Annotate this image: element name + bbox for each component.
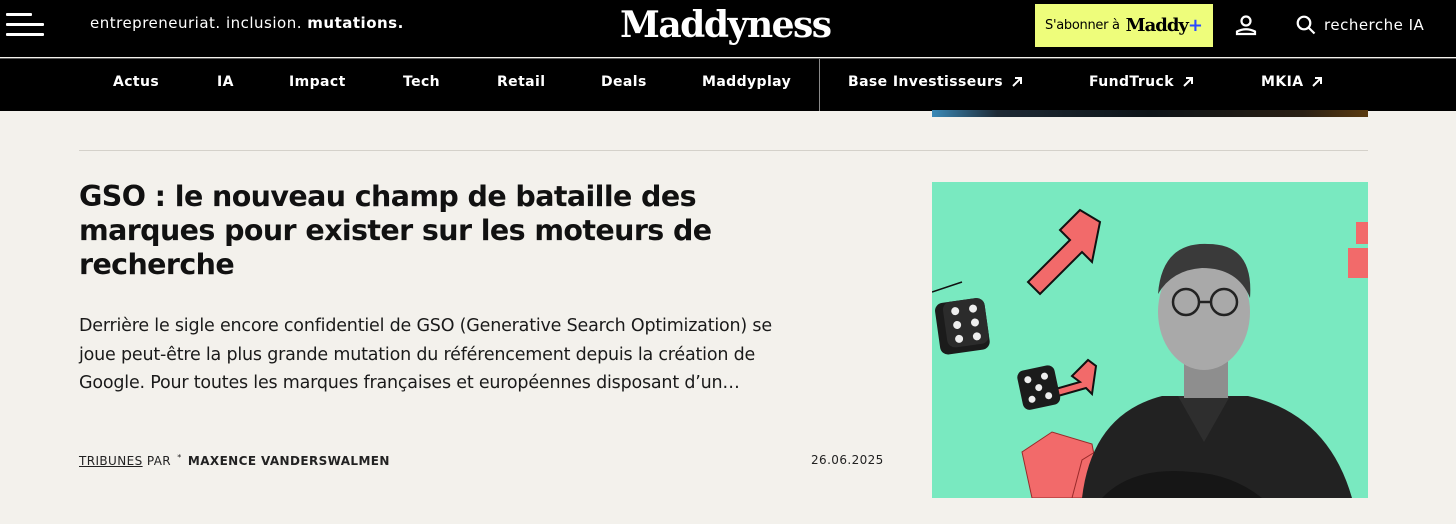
tagline <box>90 14 404 32</box>
nav-item-tech[interactable]: Tech <box>403 74 441 90</box>
nav-item-actus[interactable]: Actus <box>113 74 160 90</box>
nav-item-ia[interactable]: IA <box>217 74 234 90</box>
search-label: recherche IA <box>1324 16 1425 34</box>
site-logo[interactable]: Maddyness <box>620 4 831 46</box>
cursor-arrow-large <box>1028 210 1100 294</box>
top-header <box>0 0 1456 57</box>
dice-large <box>934 297 991 355</box>
dice-small <box>1016 364 1061 411</box>
subscribe-prefix: S'abonner à <box>1045 18 1120 33</box>
hamburger-menu-icon[interactable] <box>6 13 46 37</box>
nav-item-label: FundTruck <box>1089 74 1174 90</box>
article-date: 26.06.2025 <box>811 453 884 467</box>
subscribe-plus-icon: + <box>1187 15 1203 36</box>
external-arrow-icon <box>1311 76 1323 88</box>
nav-item-fundtruck[interactable] <box>1089 74 1194 90</box>
line-decoration <box>932 282 962 292</box>
subscribe-brand: Maddy <box>1125 15 1188 36</box>
author-portrait <box>1082 244 1352 498</box>
pixel-block-decoration <box>1348 222 1368 278</box>
nav-item-retail[interactable]: Retail <box>497 74 546 90</box>
nav-item-maddyplay[interactable]: Maddyplay <box>702 74 792 90</box>
user-icon[interactable] <box>1234 13 1258 37</box>
nav-item-label: MKIA <box>1261 74 1304 90</box>
hamburger-line <box>6 33 44 36</box>
hamburger-line <box>6 23 44 26</box>
article-excerpt: Derrière le sigle encore confidentiel de GSO (Generative Search Optimization) se joue peut-être la plus grande mutation du référencement depuis la création de Google. Pour toutes les marques françaises et européennes disposant d’un… <box>79 316 772 393</box>
external-arrow-icon <box>1011 76 1023 88</box>
nav-item-deals[interactable]: Deals <box>601 74 647 90</box>
hamburger-line <box>6 13 32 16</box>
nav-item-impact[interactable]: Impact <box>289 74 346 90</box>
nav-separator <box>819 59 820 111</box>
article-divider <box>79 150 1368 151</box>
search-button[interactable] <box>1296 13 1424 37</box>
article-category-link[interactable]: TRIBUNES <box>79 454 143 468</box>
article-title[interactable]: GSO : le nouveau champ de bataille des marques pour exister sur les moteurs de recherche <box>79 180 712 281</box>
previous-article-thumbnail[interactable] <box>932 110 1368 117</box>
article-byline <box>79 453 390 468</box>
article-image[interactable] <box>932 182 1368 498</box>
search-icon <box>1296 15 1316 35</box>
nav-item-label: Base Investisseurs <box>848 74 1004 90</box>
nav-item-mkia[interactable] <box>1261 74 1323 90</box>
byline-par: PAR <box>146 454 172 468</box>
external-arrow-icon <box>1182 76 1194 88</box>
author-marker: * <box>177 453 182 462</box>
tagline-prefix: entrepreneuriat. inclusion. <box>90 14 302 32</box>
subscribe-button[interactable] <box>1035 4 1213 47</box>
article-author[interactable]: MAXENCE VANDERSWALMEN <box>187 454 390 468</box>
article-illustration <box>932 182 1368 498</box>
tagline-bold: mutations. <box>307 14 404 32</box>
nav-item-base-investisseurs[interactable] <box>848 74 1023 90</box>
main-nav <box>0 58 1456 111</box>
